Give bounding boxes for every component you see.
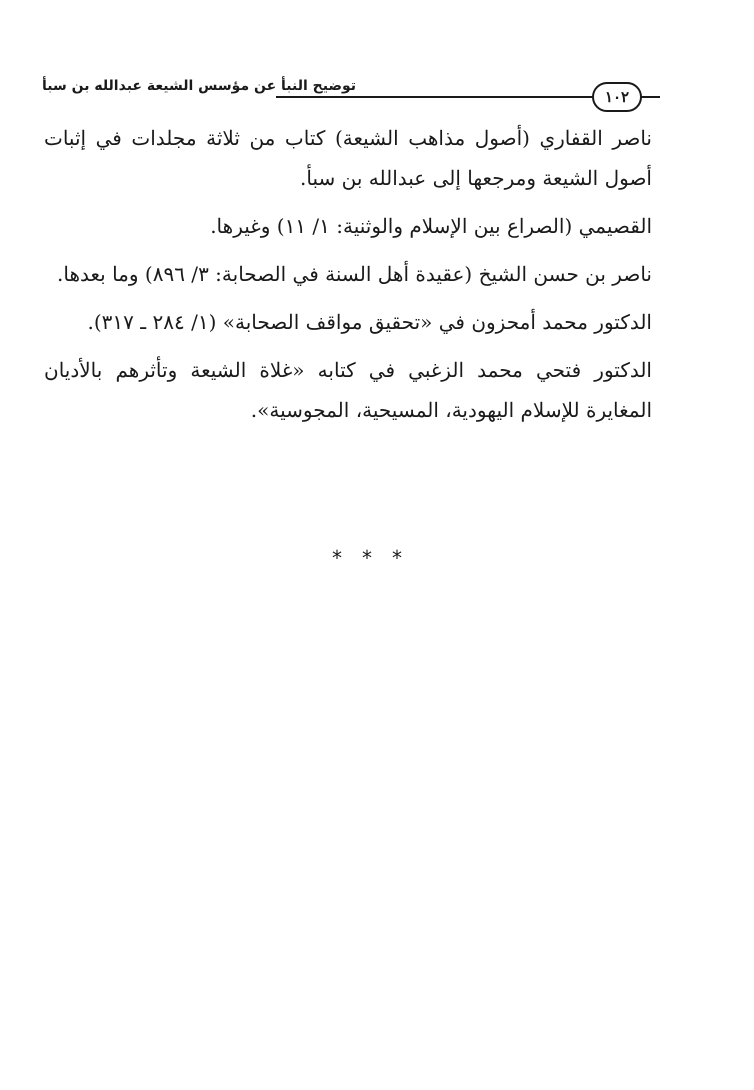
header-rule (276, 96, 612, 98)
body-text (44, 118, 652, 438)
running-title: توضيح النبأ عن مؤسس الشيعة عبدالله بن سبأ (42, 78, 357, 94)
reference-paragraph: الدكتور محمد أمحزون في «تحقيق مواقف الصحابة» (١/ ٢٨٤ ـ ٣١٧). (87, 310, 652, 334)
reference-paragraph: الدكتور فتحي محمد الزغبي في كتابه «غلاة الشيعة وتأثرهم بالأديان المغايرة للإسلام اليهودية، المسيحية، المجوسية». (44, 358, 652, 422)
page-number: ١٠٢ (592, 82, 642, 112)
section-end-ornament: *** (332, 546, 422, 570)
header-rule-tail (640, 96, 660, 98)
page-header (40, 72, 652, 120)
reference-paragraph: ناصر القفاري (أصول مذاهب الشيعة) كتاب من ثلاثة مجلدات في إثبات أصول الشيعة ومرجعها إلى عبدالله بن سبأ. (44, 126, 652, 190)
reference-paragraph: القصيمي (الصراع بين الإسلام والوثنية: ١/ ١١) وغيرها. (210, 214, 652, 238)
reference-paragraph: ناصر بن حسن الشيخ (عقيدة أهل السنة في الصحابة: ٣/ ٨٩٦) وما بعدها. (57, 262, 652, 286)
